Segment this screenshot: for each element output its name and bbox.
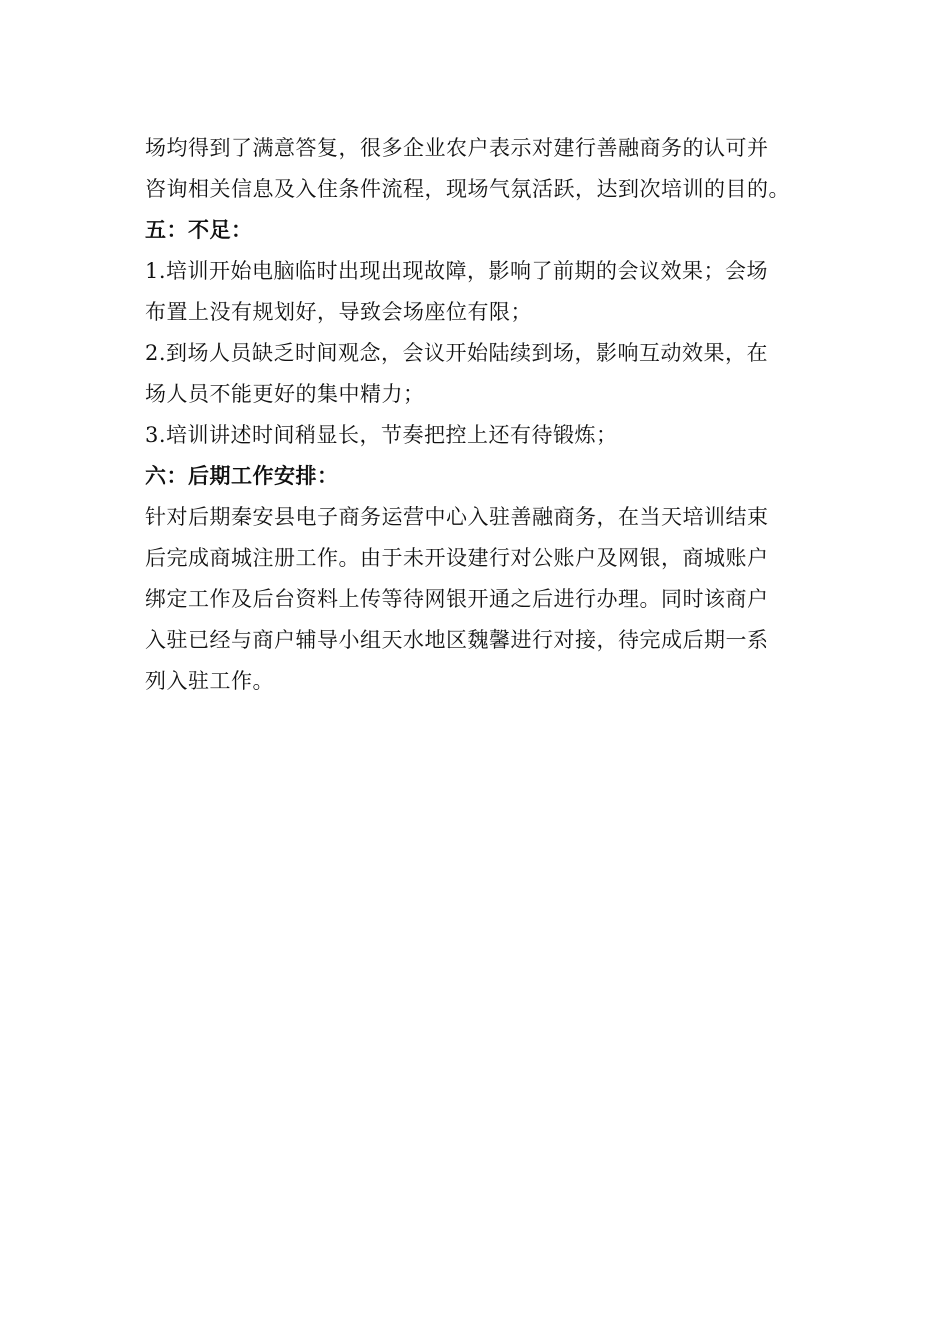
section-5-line-2: 布置上没有规划好，导致会场座位有限；	[145, 300, 532, 324]
section-5-line-1: 1.培训开始电脑临时出现出现故障，影响了前期的会议效果；会场	[145, 259, 769, 283]
section-5-line-5: 3.培训讲述时间稍显长，节奏把控上还有待锻炼；	[145, 423, 618, 447]
section-6-line-4: 入驻已经与商户辅导小组天水地区魏馨进行对接，待完成后期一系	[145, 628, 769, 652]
section-6-line-1: 针对后期秦安县电子商务运营中心入驻善融商务，在当天培训结束	[145, 505, 769, 529]
section-6-line-3: 绑定工作及后台资料上传等待网银开通之后进行办理。同时该商户	[145, 587, 769, 611]
section-6-heading: 六：后期工作安排：	[145, 464, 339, 488]
document-page	[145, 128, 815, 702]
intro-line-2: 咨询相关信息及入住条件流程，现场气氛活跃，达到次培训的目的。	[145, 177, 790, 201]
section-5-line-4: 场人员不能更好的集中精力；	[145, 382, 425, 406]
section-6-line-2: 后完成商城注册工作。由于未开设建行对公账户及网银，商城账户	[145, 546, 769, 570]
section-5-line-3: 2.到场人员缺乏时间观念，会议开始陆续到场，影响互动效果，在	[145, 341, 769, 365]
intro-line-1: 场均得到了满意答复，很多企业农户表示对建行善融商务的认可并	[145, 136, 769, 160]
section-6-line-5: 列入驻工作。	[145, 669, 274, 693]
section-5-heading: 五：不足：	[145, 218, 253, 242]
